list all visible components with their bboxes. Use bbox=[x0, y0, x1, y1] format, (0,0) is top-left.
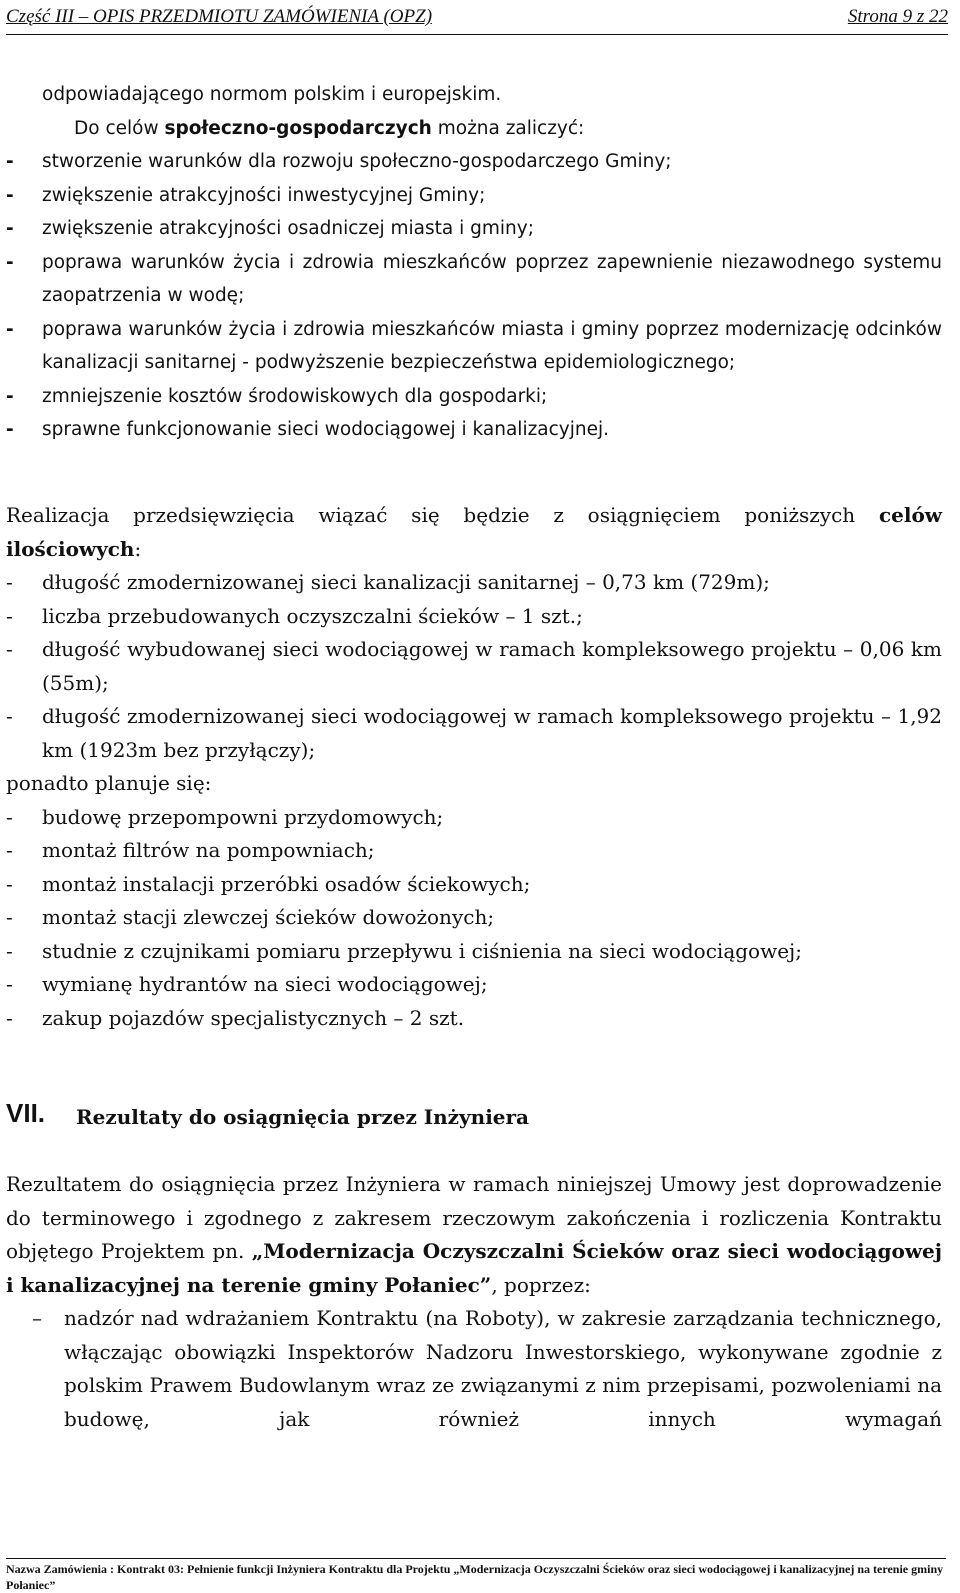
project-name: „Modernizacja Oczyszczalni Ścieków oraz sieci wodociągowej i kanalizacyjnej na terenie gminy Połaniec” bbox=[6, 1239, 942, 1297]
social-economic-section bbox=[6, 78, 942, 447]
header-title: Część III – OPIS PRZEDMIOTU ZAMÓWIENIA (OPZ) bbox=[6, 6, 433, 27]
list-item: - stworzenie warunków dla rozwoju społeczno-gospodarczego Gminy; bbox=[6, 151, 672, 172]
list-item: - poprawa warunków życia i zdrowia mieszkańców poprzez zapewnienie niezawodnego systemu zaopatrzenia w wodę; bbox=[6, 251, 942, 306]
list-item: - wymianę hydrantów na sieci wodociągowej; bbox=[6, 972, 488, 996]
supervision-item: – nadzór nad wdrażaniem Kontraktu (na Roboty), w zakresie zarządzania technicznego, włączając obowiązki Inspektorów Nadzoru Inwestorskiego, wykonywane zgodnie z polskim Prawem Budowlanym wraz ze związanymi z nim przepisami, pozwoleniami na budowę, jak również innych wymagań bbox=[32, 1306, 942, 1431]
list-item: - zwiększenie atrakcyjności osadniczej miasta i gminy; bbox=[6, 218, 534, 239]
page-footer: Nazwa Zamówienia : Kontrakt 03: Pełnienie funkcji Inżyniera Kontraktu dla Projektu „Modernizacja Oczyszczalni Ścieków oraz sieci wodociągowej i kanalizacyjnej na terenie gminy Połaniec” bbox=[6, 1558, 946, 1593]
planned-intro: ponadto planuje się: bbox=[6, 771, 212, 795]
list-item: - studnie z czujnikami pomiaru przepływu i ciśnienia na sieci wodociągowej; bbox=[6, 938, 802, 963]
section-vii-heading bbox=[6, 1097, 942, 1141]
list-item: - montaż stacji zlewczej ścieków dowożonych; bbox=[6, 905, 495, 929]
social-goals-bold: społeczno-gospodarczych bbox=[164, 117, 432, 139]
list-item: - zmniejszenie kosztów środowiskowych dla gospodarki; bbox=[6, 385, 548, 407]
planned-list bbox=[6, 801, 942, 1036]
list-item: - zakup pojazdów specjalistycznych – 2 szt. bbox=[6, 1005, 465, 1030]
social-goals-list bbox=[6, 145, 942, 447]
quantitative-bold: celów ilościowych bbox=[6, 503, 942, 561]
quantitative-intro: Realizacja przedsięwzięcia wiązać się będzie z osiągnięciem poniższych celów ilościowych: bbox=[6, 503, 942, 561]
list-item: - długość zmodernizowanej sieci kanalizacji sanitarnej – 0,73 km (729m); bbox=[6, 570, 770, 594]
section-vii-body bbox=[6, 1168, 942, 1436]
list-item: - sprawne funkcjonowanie sieci wodociągowej i kanalizacyjnej. bbox=[6, 419, 610, 440]
section-title: Rezultaty do osiągnięcia przez Inżyniera bbox=[76, 1105, 530, 1129]
list-item: - długość wybudowanej sieci wodociągowej w ramach kompleksowego projektu – 0,06 km (55m); bbox=[6, 637, 942, 695]
list-item: - poprawa warunków życia i zdrowia mieszkańców miasta i gminy poprzez modernizację odcinków kanalizacji sanitarnej - podwyższenie bezpieczeństwa epidemiologicznego; bbox=[6, 318, 942, 373]
social-goals-lead: Do celów społeczno-gospodarczych można zaliczyć: bbox=[74, 117, 585, 139]
list-item: - liczba przebudowanych oczyszczalni ścieków – 1 szt.; bbox=[6, 603, 583, 628]
list-item: - montaż filtrów na pompowniach; bbox=[6, 838, 375, 862]
list-item: - montaż instalacji przeróbki osadów ściekowych; bbox=[6, 871, 531, 896]
list-item: - zwiększenie atrakcyjności inwestycyjnej Gminy; bbox=[6, 184, 486, 206]
continuation-line: odpowiadającego normom polskim i europejskim. bbox=[42, 84, 502, 105]
list-item: - budowę przepompowni przydomowych; bbox=[6, 804, 444, 829]
list-item: - długość zmodernizowanej sieci wodociągowej w ramach kompleksowego projektu – 1,92 km (1923m bez przyłączy); bbox=[6, 704, 942, 762]
page-number: Strona 9 z 22 bbox=[847, 6, 948, 27]
page-header bbox=[6, 4, 948, 35]
results-paragraph: Rezultatem do osiągnięcia przez Inżyniera w ramach niniejszej Umowy jest doprowadzenie do terminowego i zgodnego z zakresem rzeczowym zakończenia i rozliczenia Kontraktu objętego Projektem pn. „Modernizacja Oczyszczalni Ścieków oraz sieci wodociągowej i kanalizacyjnej na terenie gminy Połaniec”, poprzez: bbox=[6, 1172, 942, 1297]
quantitative-goals-section bbox=[6, 499, 942, 1035]
section-number: VII. bbox=[6, 1098, 46, 1128]
quantitative-list bbox=[6, 566, 942, 767]
